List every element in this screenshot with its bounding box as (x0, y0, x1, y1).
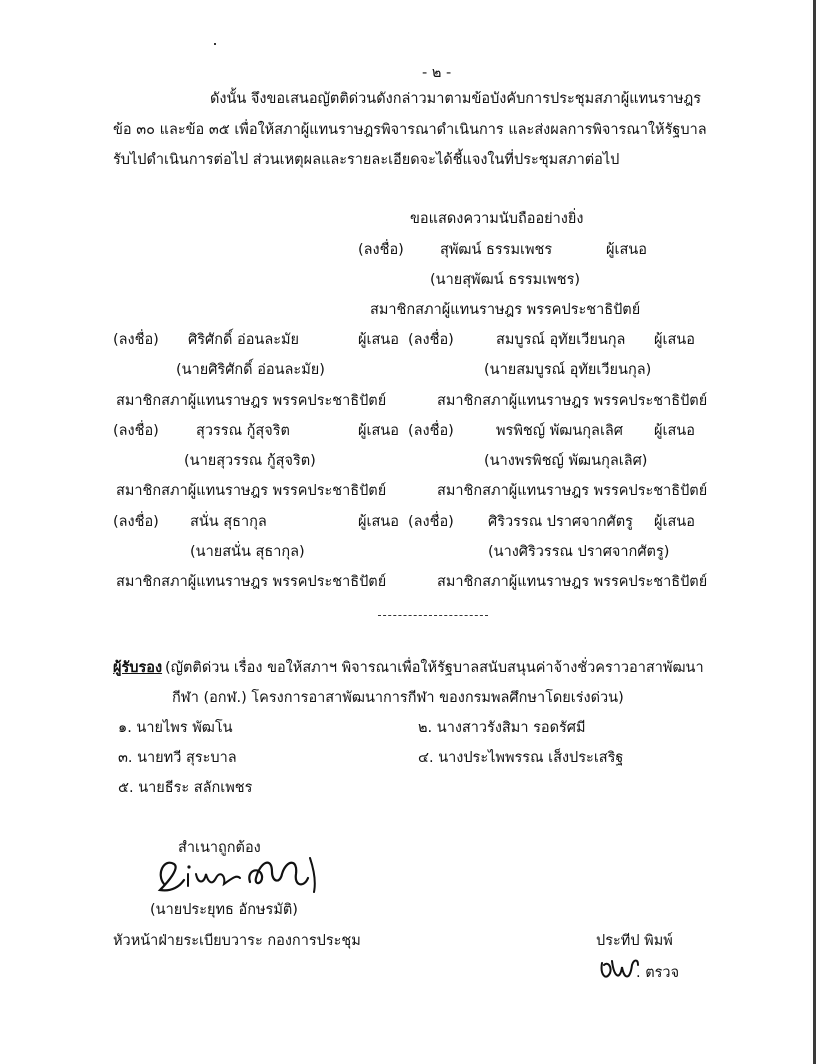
separator-line (378, 615, 488, 616)
typist: ประทีป พิมพ์ (596, 933, 673, 949)
signed-label: (ลงชื่อ) (408, 332, 454, 348)
certifier-name: (นายประยุทธ อักษรมัติ) (150, 902, 298, 918)
signer-title: สมาชิกสภาผู้แทนราษฎร พรรคประชาธิปัตย์ (116, 393, 387, 409)
body-line-3: รับไปดำเนินการต่อไป ส่วนเหตุผลและรายละเอียดจะได้ชี้แจงในที่ประชุมสภาต่อไป (113, 152, 620, 168)
page-number: - ๒ - (422, 65, 452, 81)
endorser-item: ๕. นายธีระ สลักเพชร (118, 780, 253, 796)
main-signer-title: สมาชิกสภาผู้แทนราษฎร พรรคประชาธิปัตย์ (370, 302, 641, 318)
proposer-label: ผู้เสนอ (358, 423, 399, 439)
signer-full-name: (นางศิริวรรณ ปราศจากศัตรู) (488, 544, 670, 560)
endorsement-line-1: (ญัตติด่วน เรื่อง ขอให้สภาฯ พิจารณาเพื่อให้รัฐบาลสนับสนุนค่าจ้างชั่วคราวอาสาพัฒนา (165, 660, 704, 676)
body-line-2: ข้อ ๓๐ และข้อ ๓๕ เพื่อให้สภาผู้แทนราษฎรพิจารณาดำเนินการ และส่งผลการพิจารณาให้รัฐบาล (113, 122, 707, 138)
signed-label: (ลงชื่อ) (113, 514, 159, 530)
signed-label: (ลงชื่อ) (113, 423, 159, 439)
endorser-item: ๔. นางประไพพรรณ เส็งประเสริฐ (418, 750, 624, 766)
signer-name: ศิริศักดิ์ อ่อนละมัย (188, 332, 300, 348)
signer-title: สมาชิกสภาผู้แทนราษฎร พรรคประชาธิปัตย์ (437, 483, 708, 499)
main-signer-full-name: (นายสุพัฒน์ ธรรมเพชร) (430, 272, 581, 288)
signer-name: สนั่น สุธากุล (190, 514, 267, 530)
checked-label: . ตรวจ (636, 965, 680, 981)
signer-full-name: (นายสมบูรณ์ อุทัยเวียนกุล) (484, 362, 652, 378)
signed-label: (ลงชื่อ) (408, 514, 454, 530)
signer-title: สมาชิกสภาผู้แทนราษฎร พรรคประชาธิปัตย์ (437, 393, 708, 409)
signed-label: (ลงชื่อ) (113, 332, 159, 348)
closing: ขอแสดงความนับถืออย่างยิ่ง (410, 211, 584, 227)
proposer-label: ผู้เสนอ (606, 242, 647, 258)
signer-full-name: (นายสนั่น สุธากุล) (190, 544, 305, 560)
proposer-label: ผู้เสนอ (654, 423, 695, 439)
signer-title: สมาชิกสภาผู้แทนราษฎร พรรคประชาธิปัตย์ (116, 483, 387, 499)
signer-full-name: (นางพรพิชญ์ พัฒนกุลเลิศ) (484, 453, 648, 469)
certified-copy: สำเนาถูกต้อง (178, 840, 261, 856)
signer-name: สมบูรณ์ อุทัยเวียนกุล (496, 332, 626, 348)
proposer-label: ผู้เสนอ (654, 332, 695, 348)
signed-label: (ลงชื่อ) (408, 423, 454, 439)
endorsement-line-2: กีฬา (อกฬ.) โครงการอาสาพัฒนาการกีฬา ของกรมพลศึกษาโดยเร่งด่วน) (172, 690, 624, 706)
body-line-1: ดังนั้น จึงขอเสนอญัตติด่วนดังกล่าวมาตามข้อบังคับการประชุมสภาผู้แทนราษฎร (210, 91, 702, 107)
signer-name: สุวรรณ กู้สุจริต (196, 423, 290, 439)
proposer-label: ผู้เสนอ (358, 332, 399, 348)
endorser-item: ๓. นายทวี สุระบาล (118, 750, 237, 766)
proposer-label: ผู้เสนอ (358, 514, 399, 530)
signer-full-name: (นายสุวรรณ กู้สุจริต) (184, 453, 316, 469)
signed-label: (ลงชื่อ) (358, 242, 404, 258)
handwritten-signature (150, 852, 325, 898)
certifier-position: หัวหน้าฝ่ายระเบียบวาระ กองการประชุม (113, 933, 361, 949)
stray-mark (214, 43, 216, 45)
signer-title: สมาชิกสภาผู้แทนราษฎร พรรคประชาธิปัตย์ (116, 574, 387, 590)
endorser-item: ๑. นายไพร พัฒโน (118, 720, 233, 736)
proposer-label: ผู้เสนอ (654, 514, 695, 530)
signer-full-name: (นายศิริศักดิ์ อ่อนละมัย) (176, 362, 325, 378)
endorsement-heading: ผู้รับรอง (113, 660, 163, 676)
signer-title: สมาชิกสภาผู้แทนราษฎร พรรคประชาธิปัตย์ (437, 574, 708, 590)
signer-name: ศิริวรรณ ปราศจากศัตรู (488, 514, 633, 530)
endorser-item: ๒. นางสาวรังสิมา รอดรัศมี (418, 720, 586, 736)
signer-name: พรพิชญ์ พัฒนกุลเลิศ (496, 423, 623, 439)
main-signer-name: สุพัฒน์ ธรรมเพชร (440, 242, 553, 258)
